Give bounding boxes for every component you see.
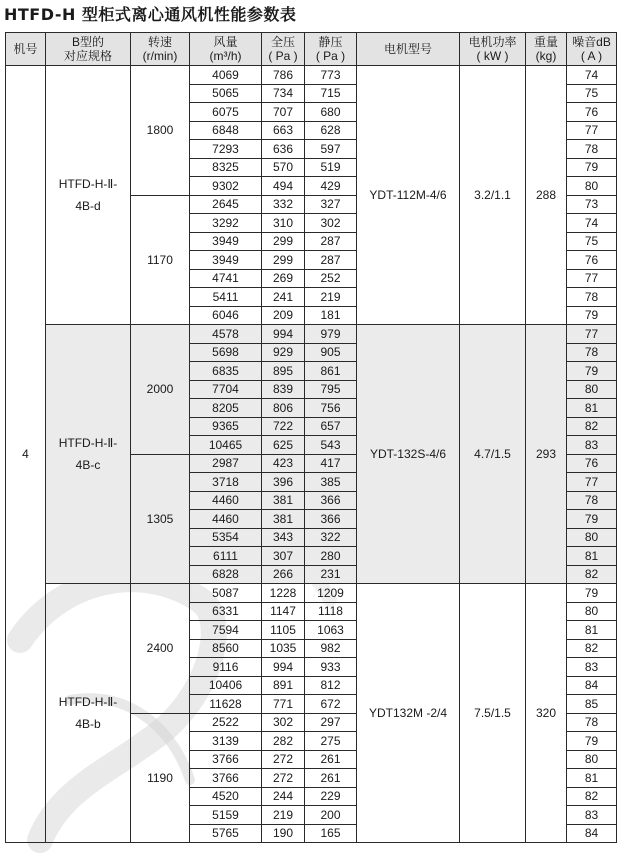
static-pressure-cell: 417 <box>305 454 357 473</box>
flow-cell: 5087 <box>190 584 262 603</box>
static-pressure-cell: 327 <box>305 195 357 214</box>
total-pressure-cell: 929 <box>262 343 305 362</box>
flow-cell: 11628 <box>190 695 262 714</box>
total-pressure-cell: 209 <box>262 306 305 325</box>
noise-cell: 78 <box>567 491 617 510</box>
noise-cell: 77 <box>567 325 617 344</box>
flow-cell: 7293 <box>190 140 262 159</box>
static-pressure-cell: 773 <box>305 66 357 85</box>
flow-cell: 5411 <box>190 288 262 307</box>
noise-cell: 79 <box>567 584 617 603</box>
total-pressure-cell: 307 <box>262 547 305 566</box>
flow-cell: 2987 <box>190 454 262 473</box>
speed-cell: 1305 <box>131 454 190 584</box>
flow-cell: 6848 <box>190 121 262 140</box>
noise-cell: 81 <box>567 621 617 640</box>
flow-cell: 4578 <box>190 325 262 344</box>
static-pressure-cell: 715 <box>305 84 357 103</box>
speed-cell: 2400 <box>131 584 190 714</box>
flow-cell: 4460 <box>190 510 262 529</box>
motor-model-cell: YDT132M -2/4 <box>357 584 460 843</box>
noise-cell: 85 <box>567 695 617 714</box>
table-row <box>6 66 617 85</box>
total-pressure-cell: 302 <box>262 713 305 732</box>
static-pressure-cell: 366 <box>305 491 357 510</box>
flow-cell: 6075 <box>190 103 262 122</box>
static-pressure-cell: 287 <box>305 232 357 251</box>
noise-cell: 83 <box>567 806 617 825</box>
total-pressure-cell: 494 <box>262 177 305 196</box>
flow-cell: 8325 <box>190 158 262 177</box>
static-pressure-cell: 219 <box>305 288 357 307</box>
flow-cell: 6828 <box>190 565 262 584</box>
total-pressure-cell: 299 <box>262 251 305 270</box>
flow-cell: 6331 <box>190 602 262 621</box>
flow-cell: 2645 <box>190 195 262 214</box>
noise-cell: 77 <box>567 269 617 288</box>
noise-cell: 78 <box>567 288 617 307</box>
static-pressure-cell: 982 <box>305 639 357 658</box>
total-pressure-cell: 299 <box>262 232 305 251</box>
header-noise: 噪音dB ( A ) <box>567 33 617 66</box>
noise-cell: 79 <box>567 306 617 325</box>
static-pressure-cell: 366 <box>305 510 357 529</box>
total-pressure-cell: 994 <box>262 658 305 677</box>
performance-table <box>5 32 617 843</box>
noise-cell: 84 <box>567 676 617 695</box>
flow-cell: 3139 <box>190 732 262 751</box>
static-pressure-cell: 628 <box>305 121 357 140</box>
motor-power-cell: 4.7/1.5 <box>460 325 526 584</box>
total-pressure-cell: 343 <box>262 528 305 547</box>
flow-cell: 2522 <box>190 713 262 732</box>
flow-cell: 7594 <box>190 621 262 640</box>
header-total-pressure: 全压 ( Pa ) <box>262 33 305 66</box>
static-pressure-cell: 181 <box>305 306 357 325</box>
noise-cell: 81 <box>567 547 617 566</box>
flow-cell: 3766 <box>190 769 262 788</box>
flow-cell: 5698 <box>190 343 262 362</box>
noise-cell: 76 <box>567 103 617 122</box>
total-pressure-cell: 570 <box>262 158 305 177</box>
static-pressure-cell: 933 <box>305 658 357 677</box>
total-pressure-cell: 190 <box>262 824 305 843</box>
static-pressure-cell: 231 <box>305 565 357 584</box>
table-row <box>6 584 617 603</box>
noise-cell: 75 <box>567 84 617 103</box>
noise-cell: 74 <box>567 66 617 85</box>
flow-cell: 4520 <box>190 787 262 806</box>
total-pressure-cell: 272 <box>262 769 305 788</box>
total-pressure-cell: 734 <box>262 84 305 103</box>
static-pressure-cell: 200 <box>305 806 357 825</box>
static-pressure-cell: 1118 <box>305 602 357 621</box>
flow-cell: 5065 <box>190 84 262 103</box>
header-row <box>6 33 617 66</box>
static-pressure-cell: 280 <box>305 547 357 566</box>
noise-cell: 82 <box>567 639 617 658</box>
noise-cell: 82 <box>567 417 617 436</box>
total-pressure-cell: 269 <box>262 269 305 288</box>
header-power: 电机功率 ( kW ) <box>460 33 526 66</box>
static-pressure-cell: 597 <box>305 140 357 159</box>
flow-cell: 5354 <box>190 528 262 547</box>
static-pressure-cell: 429 <box>305 177 357 196</box>
motor-power-cell: 3.2/1.1 <box>460 66 526 325</box>
weight-cell: 320 <box>526 584 567 843</box>
total-pressure-cell: 1228 <box>262 584 305 603</box>
model-cell: HTFD-H-Ⅱ- 4B-b <box>46 584 131 843</box>
static-pressure-cell: 795 <box>305 380 357 399</box>
weight-cell: 288 <box>526 66 567 325</box>
noise-cell: 80 <box>567 750 617 769</box>
flow-cell: 9116 <box>190 658 262 677</box>
speed-cell: 2000 <box>131 325 190 455</box>
speed-cell: 1170 <box>131 195 190 325</box>
total-pressure-cell: 1147 <box>262 602 305 621</box>
static-pressure-cell: 905 <box>305 343 357 362</box>
flow-cell: 8205 <box>190 399 262 418</box>
header-motor: 电机型号 <box>357 33 460 66</box>
noise-cell: 77 <box>567 473 617 492</box>
total-pressure-cell: 891 <box>262 676 305 695</box>
noise-cell: 77 <box>567 121 617 140</box>
total-pressure-cell: 423 <box>262 454 305 473</box>
static-pressure-cell: 543 <box>305 436 357 455</box>
total-pressure-cell: 272 <box>262 750 305 769</box>
flow-cell: 10465 <box>190 436 262 455</box>
flow-cell: 5159 <box>190 806 262 825</box>
total-pressure-cell: 663 <box>262 121 305 140</box>
table-body <box>6 66 617 843</box>
total-pressure-cell: 771 <box>262 695 305 714</box>
static-pressure-cell: 229 <box>305 787 357 806</box>
flow-cell: 3292 <box>190 214 262 233</box>
total-pressure-cell: 895 <box>262 362 305 381</box>
static-pressure-cell: 1209 <box>305 584 357 603</box>
total-pressure-cell: 381 <box>262 510 305 529</box>
motor-model-cell: YDT-132S-4/6 <box>357 325 460 584</box>
static-pressure-cell: 680 <box>305 103 357 122</box>
flow-cell: 3766 <box>190 750 262 769</box>
flow-cell: 3949 <box>190 251 262 270</box>
static-pressure-cell: 261 <box>305 750 357 769</box>
static-pressure-cell: 165 <box>305 824 357 843</box>
total-pressure-cell: 244 <box>262 787 305 806</box>
flow-cell: 10406 <box>190 676 262 695</box>
total-pressure-cell: 282 <box>262 732 305 751</box>
noise-cell: 83 <box>567 658 617 677</box>
motor-model-cell: YDT-112M-4/6 <box>357 66 460 325</box>
noise-cell: 82 <box>567 787 617 806</box>
total-pressure-cell: 625 <box>262 436 305 455</box>
machine-number-cell: 4 <box>6 66 46 843</box>
flow-cell: 7704 <box>190 380 262 399</box>
noise-cell: 78 <box>567 713 617 732</box>
noise-cell: 78 <box>567 140 617 159</box>
noise-cell: 82 <box>567 565 617 584</box>
noise-cell: 79 <box>567 158 617 177</box>
static-pressure-cell: 287 <box>305 251 357 270</box>
weight-cell: 293 <box>526 325 567 584</box>
noise-cell: 81 <box>567 399 617 418</box>
static-pressure-cell: 979 <box>305 325 357 344</box>
total-pressure-cell: 994 <box>262 325 305 344</box>
noise-cell: 80 <box>567 380 617 399</box>
header-static-pressure: 静压 ( Pa ) <box>305 33 357 66</box>
header-machine: 机号 <box>6 33 46 66</box>
total-pressure-cell: 636 <box>262 140 305 159</box>
noise-cell: 75 <box>567 232 617 251</box>
noise-cell: 78 <box>567 343 617 362</box>
noise-cell: 80 <box>567 602 617 621</box>
noise-cell: 79 <box>567 732 617 751</box>
flow-cell: 5765 <box>190 824 262 843</box>
noise-cell: 84 <box>567 824 617 843</box>
flow-cell: 6111 <box>190 547 262 566</box>
model-cell: HTFD-H-Ⅱ- 4B-d <box>46 66 131 325</box>
static-pressure-cell: 672 <box>305 695 357 714</box>
noise-cell: 76 <box>567 454 617 473</box>
static-pressure-cell: 302 <box>305 214 357 233</box>
noise-cell: 80 <box>567 528 617 547</box>
flow-cell: 9365 <box>190 417 262 436</box>
total-pressure-cell: 1105 <box>262 621 305 640</box>
header-speed: 转速 (r/min) <box>131 33 190 66</box>
static-pressure-cell: 812 <box>305 676 357 695</box>
speed-cell: 1800 <box>131 66 190 196</box>
noise-cell: 79 <box>567 510 617 529</box>
static-pressure-cell: 322 <box>305 528 357 547</box>
total-pressure-cell: 786 <box>262 66 305 85</box>
table-row <box>6 325 617 344</box>
flow-cell: 4741 <box>190 269 262 288</box>
flow-cell: 3718 <box>190 473 262 492</box>
noise-cell: 81 <box>567 769 617 788</box>
model-cell: HTFD-H-Ⅱ- 4B-c <box>46 325 131 584</box>
total-pressure-cell: 219 <box>262 806 305 825</box>
noise-cell: 73 <box>567 195 617 214</box>
static-pressure-cell: 297 <box>305 713 357 732</box>
header-flow: 风量 (m³/h) <box>190 33 262 66</box>
total-pressure-cell: 806 <box>262 399 305 418</box>
noise-cell: 79 <box>567 362 617 381</box>
static-pressure-cell: 1063 <box>305 621 357 640</box>
total-pressure-cell: 707 <box>262 103 305 122</box>
flow-cell: 6046 <box>190 306 262 325</box>
header-model: B型的 对应规格 <box>46 33 131 66</box>
total-pressure-cell: 839 <box>262 380 305 399</box>
total-pressure-cell: 241 <box>262 288 305 307</box>
total-pressure-cell: 396 <box>262 473 305 492</box>
total-pressure-cell: 381 <box>262 491 305 510</box>
flow-cell: 4069 <box>190 66 262 85</box>
page-title: HTFD-H 型柜式离心通风机性能参数表 <box>4 5 297 24</box>
speed-cell: 1190 <box>131 713 190 843</box>
flow-cell: 6835 <box>190 362 262 381</box>
static-pressure-cell: 252 <box>305 269 357 288</box>
noise-cell: 80 <box>567 177 617 196</box>
static-pressure-cell: 275 <box>305 732 357 751</box>
static-pressure-cell: 385 <box>305 473 357 492</box>
static-pressure-cell: 657 <box>305 417 357 436</box>
total-pressure-cell: 1035 <box>262 639 305 658</box>
static-pressure-cell: 519 <box>305 158 357 177</box>
noise-cell: 74 <box>567 214 617 233</box>
flow-cell: 3949 <box>190 232 262 251</box>
total-pressure-cell: 332 <box>262 195 305 214</box>
noise-cell: 83 <box>567 436 617 455</box>
noise-cell: 76 <box>567 251 617 270</box>
flow-cell: 4460 <box>190 491 262 510</box>
header-weight: 重量 (kg) <box>526 33 567 66</box>
flow-cell: 8560 <box>190 639 262 658</box>
flow-cell: 9302 <box>190 177 262 196</box>
static-pressure-cell: 261 <box>305 769 357 788</box>
motor-power-cell: 7.5/1.5 <box>460 584 526 843</box>
static-pressure-cell: 861 <box>305 362 357 381</box>
total-pressure-cell: 310 <box>262 214 305 233</box>
total-pressure-cell: 266 <box>262 565 305 584</box>
static-pressure-cell: 756 <box>305 399 357 418</box>
total-pressure-cell: 722 <box>262 417 305 436</box>
